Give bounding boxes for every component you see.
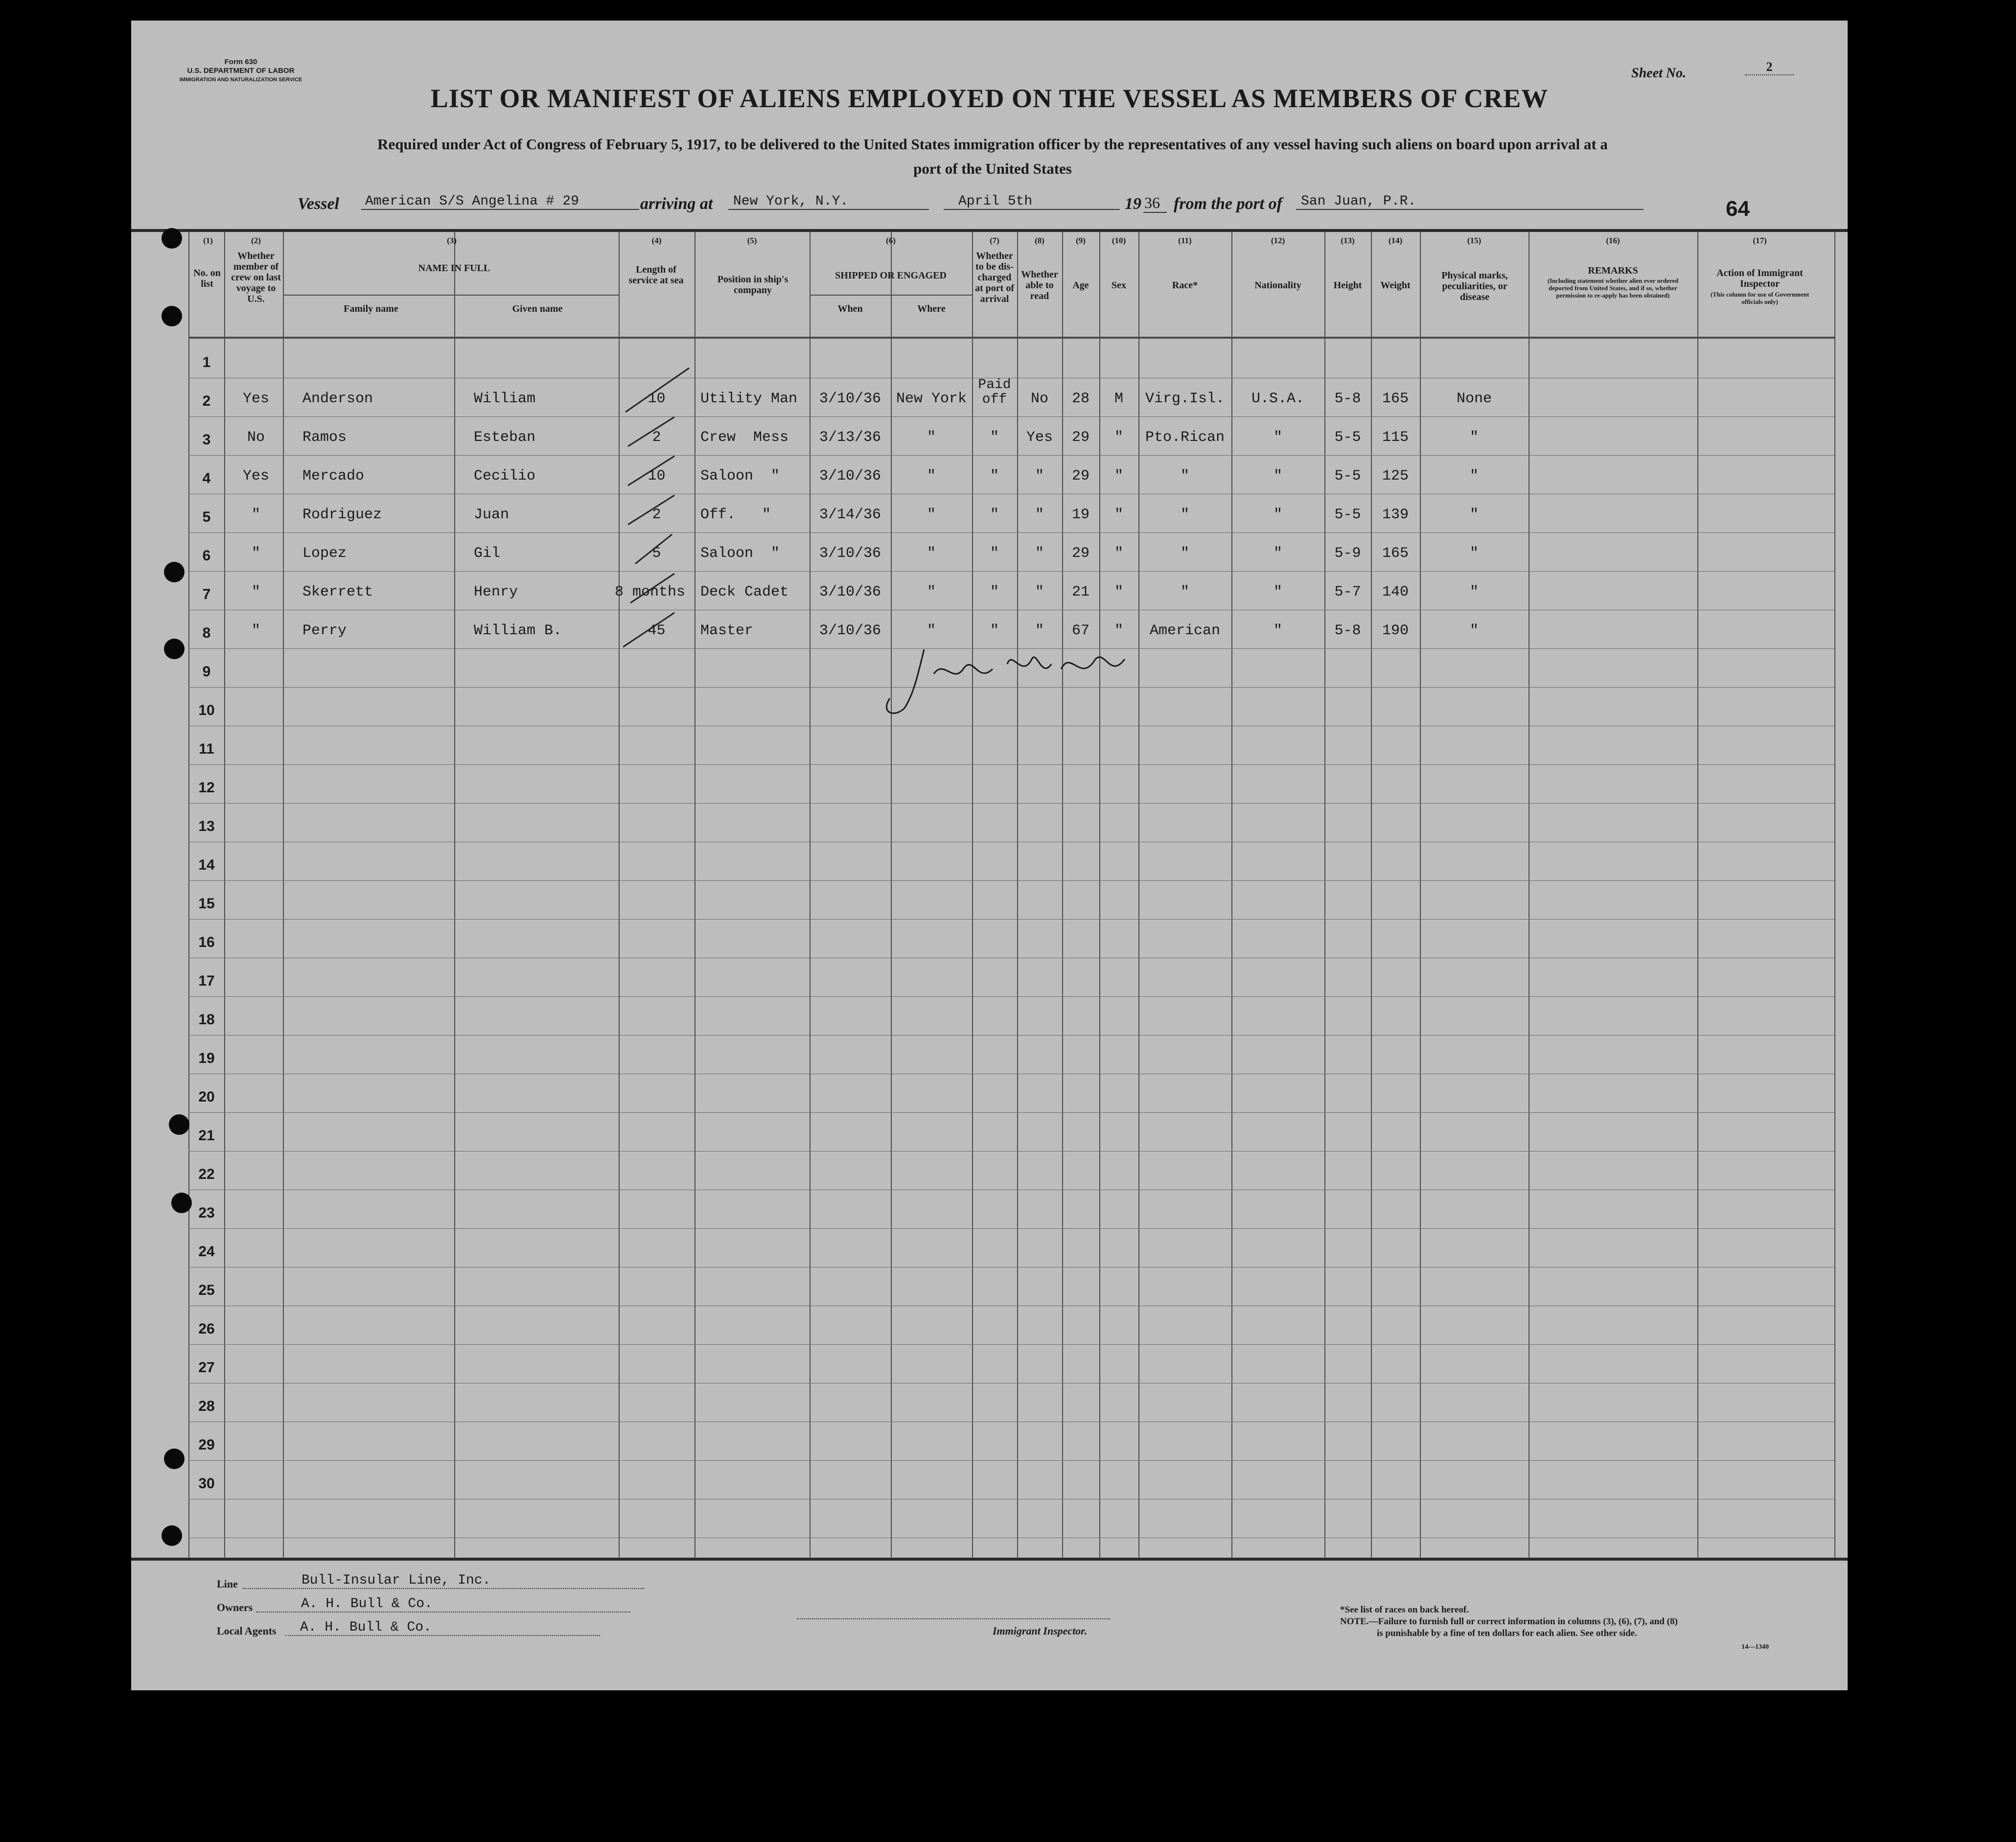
cell-weight: 125: [1382, 468, 1409, 484]
cell-age: 21: [1071, 584, 1089, 600]
cell-nationality: ": [1273, 622, 1282, 639]
arriving-port: New York, N.Y.: [728, 194, 929, 210]
binder-hole: [164, 1449, 185, 1469]
col-physical-marks: Physical marks, peculiarities, or disease: [1441, 270, 1508, 302]
cell-prev: ": [251, 622, 260, 639]
grid-row-line: [188, 803, 1834, 804]
cell-discharged: ": [990, 507, 999, 523]
cell-height: 5-7: [1334, 584, 1361, 600]
cell-nationality: ": [1273, 468, 1282, 484]
row-number: 11: [199, 741, 214, 757]
cell-given: Esteban: [474, 429, 536, 446]
cell-discharged: ": [990, 468, 999, 484]
col4-number: (4): [651, 236, 662, 245]
cell-weight: 165: [1382, 391, 1409, 407]
cell-read: Yes: [1026, 429, 1053, 446]
col11-number: (11): [1178, 236, 1192, 245]
cell-height: 5-5: [1334, 429, 1361, 446]
cell-sex: ": [1114, 429, 1123, 446]
document-title: LIST OR MANIFEST OF ALIENS EMPLOYED ON THE VESSEL AS MEMBERS OF CREW: [430, 84, 1549, 113]
grid-header-bottom: [188, 337, 1834, 339]
cell-given: Henry: [474, 584, 518, 600]
tally-mark: [628, 417, 674, 446]
binder-hole: [164, 639, 185, 659]
row-number: 9: [202, 664, 211, 680]
cell-sex: ": [1114, 507, 1123, 523]
cell-weight: 115: [1382, 429, 1409, 446]
cell-age: 19: [1071, 507, 1089, 523]
cell-when: 3/10/36: [819, 584, 881, 600]
cell-where: ": [927, 507, 936, 523]
col16-number: (16): [1606, 236, 1620, 245]
row-number: 26: [198, 1321, 215, 1337]
service-name: IMMIGRATION AND NATURALIZATION SERVICE: [179, 77, 302, 83]
arrival-date: April 5th: [944, 194, 1120, 210]
cell-weight: 190: [1382, 622, 1409, 639]
grid-row-line: [188, 532, 1834, 533]
row-number: 2: [202, 393, 211, 409]
col5-number: (5): [747, 236, 757, 245]
col-when: When: [837, 303, 863, 314]
subtitle-line-2: port of the United States: [913, 160, 1072, 177]
col-family-name: Family name: [344, 303, 398, 314]
cell-age: 29: [1071, 468, 1089, 484]
cell-service: 10: [648, 468, 666, 484]
tally-mark: [628, 495, 674, 525]
col-remarks: REMARKS: [1588, 265, 1638, 276]
cell-height: 5-5: [1334, 468, 1361, 484]
cell-race: Virg.Isl.: [1145, 391, 1225, 407]
col-previous-voyage: Whether member of crew on last voyage to U.S.: [231, 251, 281, 304]
binder-hole: [171, 1193, 192, 1213]
grid-row-line: [188, 880, 1834, 881]
manifest-sheet: [131, 21, 1848, 1690]
sheet-number-label: Sheet No.: [1631, 66, 1686, 81]
cell-service: 8 months: [614, 584, 686, 600]
cell-marks: None: [1456, 391, 1492, 407]
col-age: Age: [1072, 280, 1089, 291]
row-number: 20: [198, 1089, 215, 1105]
col12-number: (12): [1271, 236, 1285, 245]
cell-position: Master: [700, 622, 754, 639]
cell-family: Rodriguez: [302, 507, 382, 523]
cell-where: ": [927, 545, 936, 562]
form-code: 14—1340: [1741, 1643, 1769, 1651]
grid-row-line: [188, 455, 1834, 456]
cell-age: 67: [1071, 622, 1089, 639]
cell-position: Saloon ": [700, 468, 780, 484]
grid-row-line: [188, 764, 1834, 765]
table-top-border: [131, 229, 1848, 232]
cell-given: Cecilio: [474, 468, 536, 484]
vessel-label: Vessel: [298, 195, 339, 213]
cell-where: New York: [896, 391, 967, 407]
col2-number: (2): [251, 236, 261, 245]
cell-family: Lopez: [302, 545, 347, 562]
row-number: 5: [202, 509, 211, 525]
inspector-label: Immigrant Inspector.: [993, 1625, 1088, 1637]
cell-position: Crew Mess: [700, 429, 789, 446]
row-number: 30: [198, 1475, 215, 1492]
cell-race: Pto.Rican: [1145, 429, 1225, 446]
cell-nationality: ": [1273, 584, 1282, 600]
grid-row-line: [188, 1344, 1834, 1345]
col-discharged: Whether to be dis-charged at port of arrival: [975, 251, 1014, 304]
vessel-name: American S/S Angelina # 29: [361, 194, 639, 210]
subtitle-line-1: Required under Act of Congress of February 5, 1917, to be delivered to the United States immigration officer by the representatives of any vessel having such aliens on board upon arrival at a: [377, 136, 1608, 153]
cell-marks: ": [1469, 622, 1479, 639]
cell-race: ": [1180, 584, 1189, 600]
col-race: Race*: [1172, 280, 1198, 291]
col15-number: (15): [1467, 236, 1482, 245]
row-number: 25: [198, 1282, 215, 1298]
cell-weight: 139: [1382, 507, 1409, 523]
row-number: 18: [198, 1012, 215, 1028]
cell-service: 2: [652, 507, 661, 523]
grid-row-line: [188, 996, 1834, 997]
grid-row-line: [188, 416, 1834, 417]
binder-hole: [169, 1114, 189, 1135]
cell-marks: ": [1469, 545, 1479, 562]
cell-read: ": [1035, 622, 1044, 639]
col14-number: (14): [1388, 236, 1403, 245]
row-number: 4: [202, 470, 211, 486]
note-penalty-2: is punishable by a fine of ten dollars for each alien. See other side.: [1377, 1628, 1637, 1638]
cell-race: American: [1149, 622, 1221, 639]
cell-given: Gil: [474, 545, 501, 562]
cell-service: 45: [648, 622, 666, 639]
cell-sex: ": [1114, 468, 1123, 484]
cell-height: 5-5: [1334, 507, 1361, 523]
cell-read: ": [1035, 545, 1044, 562]
cell-position: Off. ": [700, 507, 771, 523]
cell-read: ": [1035, 468, 1044, 484]
cell-where: ": [927, 468, 936, 484]
cell-given: Juan: [474, 507, 510, 523]
row-number: 7: [202, 586, 211, 602]
col8-number: (8): [1035, 236, 1044, 245]
col1-number: (1): [203, 236, 213, 245]
row-number: 1: [202, 354, 211, 370]
cell-when: 3/10/36: [819, 391, 881, 407]
col-shipped-or-engaged: SHIPPED OR ENGAGED: [835, 270, 947, 281]
note-penalty-1: NOTE.—Failure to furnish full or correct information in columns (3), (6), (7), and (8): [1340, 1616, 1678, 1627]
grid-subheader-line: [810, 295, 972, 296]
cell-read: ": [1035, 584, 1044, 600]
col-where: Where: [917, 303, 946, 314]
row-number: 23: [198, 1205, 215, 1221]
cell-when: 3/10/36: [819, 468, 881, 484]
year-suffix: 36: [1143, 194, 1167, 213]
cell-read: ": [1035, 507, 1044, 523]
cell-marks: ": [1469, 507, 1479, 523]
col-able-to-read: Whether able to read: [1021, 269, 1058, 301]
signature-text: [934, 669, 1068, 691]
row-number: 17: [198, 973, 215, 989]
grid-row-line: [188, 1112, 1834, 1113]
cell-where: ": [927, 622, 936, 639]
cell-marks: ": [1469, 468, 1479, 484]
grid-vertical-line: [1834, 232, 1835, 1558]
col-weight: Weight: [1380, 280, 1411, 291]
binder-hole: [162, 228, 182, 249]
row-number: 27: [198, 1359, 215, 1376]
row-number: 15: [198, 896, 215, 912]
grid-row-line: [188, 1035, 1834, 1036]
cell-position: Deck Cadet: [700, 584, 789, 600]
sheet-number-value: 2: [1745, 60, 1794, 75]
col-no-on-list: No. on list: [193, 268, 221, 289]
cell-age: 28: [1071, 391, 1089, 407]
cell-prev: ": [251, 584, 260, 600]
cell-when: 3/13/36: [819, 429, 881, 446]
row-number: 29: [198, 1437, 215, 1453]
from-port: San Juan, P.R.: [1296, 194, 1644, 210]
col-height: Height: [1333, 280, 1362, 291]
row-number: 16: [198, 934, 215, 950]
cell-where: ": [927, 584, 936, 600]
col-inspector-note: (This column for use of Government officials only): [1710, 291, 1809, 305]
grid-row-line: [188, 1228, 1834, 1229]
form-number: Form 630: [224, 58, 257, 66]
cell-where: ": [927, 429, 936, 446]
cell-service: 10: [648, 391, 666, 407]
cell-given: William B.: [474, 622, 562, 639]
col17-number: (17): [1753, 236, 1767, 245]
crew-table: [131, 21, 1848, 1690]
tally-mark: [635, 534, 672, 564]
cell-prev: No: [247, 429, 265, 446]
col-name-in-full: NAME IN FULL: [418, 263, 490, 274]
row-number: 24: [198, 1243, 215, 1260]
arriving-label: arriving at: [640, 195, 713, 213]
cell-family: Skerrett: [302, 584, 373, 600]
binder-hole: [164, 562, 185, 582]
cell-discharged: ": [990, 584, 999, 600]
line-value: Bull-Insular Line, Inc.: [243, 1573, 644, 1589]
grid-row-line: [188, 571, 1834, 572]
cell-marks: ": [1469, 584, 1479, 600]
row-number: 28: [198, 1398, 215, 1414]
stamp-number: 64: [1726, 197, 1750, 221]
cell-family: Ramos: [302, 429, 347, 446]
service-tally-marks: [616, 358, 694, 652]
tally-mark: [623, 613, 674, 647]
cell-height: 5-8: [1334, 391, 1361, 407]
row-number: 10: [198, 702, 215, 718]
table-bottom-border: [131, 1558, 1848, 1561]
department-name: U.S. DEPARTMENT OF LABOR: [187, 67, 295, 75]
binder-hole: [162, 1525, 182, 1546]
cell-race: ": [1180, 468, 1189, 484]
binder-hole: [162, 306, 182, 326]
col-remarks-note: (Including statement whether alien ever ordered deported from United States, and if so, whether permission to re-apply has been obtained): [1547, 277, 1679, 299]
col-given-name: Given name: [512, 303, 563, 314]
row-number: 3: [202, 432, 211, 448]
cell-given: William: [474, 391, 536, 407]
line-label: Line: [217, 1578, 238, 1590]
tally-mark: [630, 574, 674, 603]
cell-marks: ": [1469, 429, 1479, 446]
cell-discharged: Paid off: [978, 377, 1011, 407]
cell-age: 29: [1071, 429, 1089, 446]
cell-prev: ": [251, 545, 260, 562]
cell-when: 3/10/36: [819, 622, 881, 639]
row-number: 13: [198, 818, 215, 834]
cell-position: Saloon ": [700, 545, 780, 562]
col6-number: (6): [886, 236, 896, 245]
cell-sex: ": [1114, 622, 1123, 639]
grid-vertical-line: [188, 232, 189, 1558]
cell-race: ": [1180, 507, 1189, 523]
cell-position: Utility Man: [700, 391, 798, 407]
cell-service: 5: [652, 545, 661, 562]
col10-number: (10): [1112, 236, 1126, 245]
col9-number: (9): [1076, 236, 1086, 245]
row-number: 12: [198, 780, 215, 796]
cell-when: 3/14/36: [819, 507, 881, 523]
cell-nationality: U.S.A.: [1251, 391, 1305, 407]
cell-weight: 140: [1382, 584, 1409, 600]
cell-prev: Yes: [242, 468, 269, 484]
cell-discharged: ": [990, 545, 999, 562]
grid-row-line: [188, 919, 1834, 920]
tally-mark: [626, 368, 689, 412]
cell-height: 5-9: [1334, 545, 1361, 562]
cell-family: Anderson: [302, 391, 373, 407]
grid-vertical-line: [1697, 232, 1698, 1558]
local-agents-label: Local Agents: [217, 1625, 277, 1637]
cell-family: Perry: [302, 622, 347, 639]
inspector-signature-line: [797, 1618, 1110, 1619]
owners-value: A. H. Bull & Co.: [256, 1596, 630, 1612]
cell-read: No: [1030, 391, 1048, 407]
col-sex: Sex: [1112, 280, 1126, 291]
cell-prev: Yes: [242, 391, 269, 407]
cell-when: 3/10/36: [819, 545, 881, 562]
row-number: 6: [202, 548, 211, 564]
cell-sex: ": [1114, 545, 1123, 562]
col7-number: (7): [990, 236, 999, 245]
row-number: 22: [198, 1166, 215, 1182]
cell-nationality: ": [1273, 545, 1282, 562]
col-inspector-action: Action of Immigrant Inspector: [1716, 268, 1803, 289]
cell-weight: 165: [1382, 545, 1409, 562]
col13-number: (13): [1341, 236, 1355, 245]
cell-discharged: ": [990, 429, 999, 446]
cell-age: 29: [1071, 545, 1089, 562]
cell-service: 2: [652, 429, 661, 446]
cell-sex: ": [1114, 584, 1123, 600]
cell-nationality: ": [1273, 507, 1282, 523]
row-number: 21: [198, 1128, 215, 1144]
cell-height: 5-8: [1334, 622, 1361, 639]
note-races: *See list of races on back hereof.: [1340, 1605, 1469, 1615]
grid-row-line: [188, 1460, 1834, 1461]
col-position: Position in ship's company: [717, 274, 788, 296]
master-signature: [865, 640, 1139, 718]
cell-discharged: ": [990, 622, 999, 639]
row-number: 19: [198, 1050, 215, 1066]
cell-race: ": [1180, 545, 1189, 562]
col-nationality: Nationality: [1254, 280, 1301, 291]
from-port-label: from the port of: [1174, 195, 1282, 213]
cell-prev: ": [251, 507, 260, 523]
col-length-of-service: Length of service at sea: [628, 264, 684, 286]
cell-nationality: ": [1273, 429, 1282, 446]
cell-family: Mercado: [302, 468, 365, 484]
tally-mark: [628, 456, 674, 485]
local-agents-value: A. H. Bull & Co.: [285, 1620, 600, 1636]
cell-sex: M: [1114, 391, 1123, 407]
row-number: 8: [202, 625, 211, 641]
owners-label: Owners: [217, 1601, 253, 1613]
col3-number: (3): [447, 236, 457, 245]
year-prefix: 19: [1125, 195, 1141, 213]
grid-subheader-line: [283, 295, 619, 296]
row-number: 14: [198, 857, 215, 873]
